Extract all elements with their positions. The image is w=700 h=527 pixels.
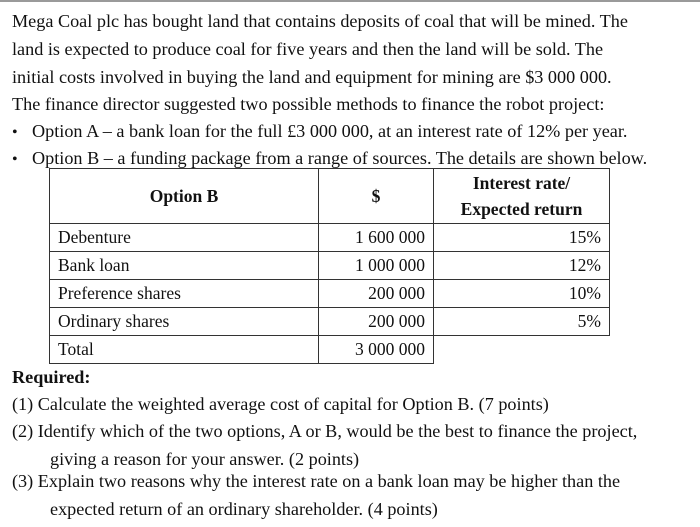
header-amount: $ [319,169,434,224]
intro-line-2: land is expected to produce coal for five years and then the land will be sold. The [12,39,604,59]
header-rate-line1: Interest rate/ [472,173,571,193]
option-a-text: Option A – a bank loan for the full £3 000 000, at an interest rate of 12% per year. [32,121,628,141]
question-1: (1) Calculate the weighted average cost of capital for Option B. (7 points) [12,394,549,414]
row-amount: 200 000 [319,308,434,336]
intro-line-3: initial costs involved in buying the land and equipment for mining are $3 000 000. [12,67,612,87]
question-3 [12,467,620,523]
table-row-total [50,336,610,364]
option-a [12,117,627,147]
option-b-table [49,168,610,364]
table-row [50,252,610,280]
row-rate: 10% [434,280,610,308]
row-label: Total [50,336,319,364]
header-rate-line2: Expected return [460,199,583,219]
question-3-line2: expected return of an ordinary shareholder. (4 points) [50,499,438,519]
top-divider [0,0,700,2]
question-3-line1: (3) Explain two reasons why the interest rate on a bank loan may be higher than the [12,471,621,491]
row-amount: 1 600 000 [319,224,434,252]
option-b-text: Option B – a funding package from a range of sources. The details are shown below. [32,148,648,168]
header-option-b: Option B [50,169,319,224]
header-rate [434,169,610,224]
bullet-icon: • [12,151,18,168]
row-amount: 3 000 000 [319,336,434,364]
question-2-line1: (2) Identify which of the two options, A or B, would be the best to finance the project, [12,421,638,441]
row-label: Preference shares [50,280,319,308]
question-2 [12,417,637,473]
table-row [50,280,610,308]
table-row [50,224,610,252]
row-label: Bank loan [50,252,319,280]
row-label: Ordinary shares [50,308,319,336]
required-heading: Required: [12,367,91,387]
intro-line-1: Mega Coal plc has bought land that contains deposits of coal that will be mined. The [12,11,628,31]
table-row [50,308,610,336]
intro-line-4: The finance director suggested two possible methods to finance the robot project: [12,94,605,114]
row-amount: 200 000 [319,280,434,308]
question-2-line2: giving a reason for your answer. (2 points) [50,449,360,469]
row-rate: 5% [434,308,610,336]
row-rate [434,336,610,364]
table-header-row [50,169,610,224]
row-amount: 1 000 000 [319,252,434,280]
row-label: Debenture [50,224,319,252]
bullet-icon: • [12,124,18,141]
row-rate: 15% [434,224,610,252]
row-rate: 12% [434,252,610,280]
